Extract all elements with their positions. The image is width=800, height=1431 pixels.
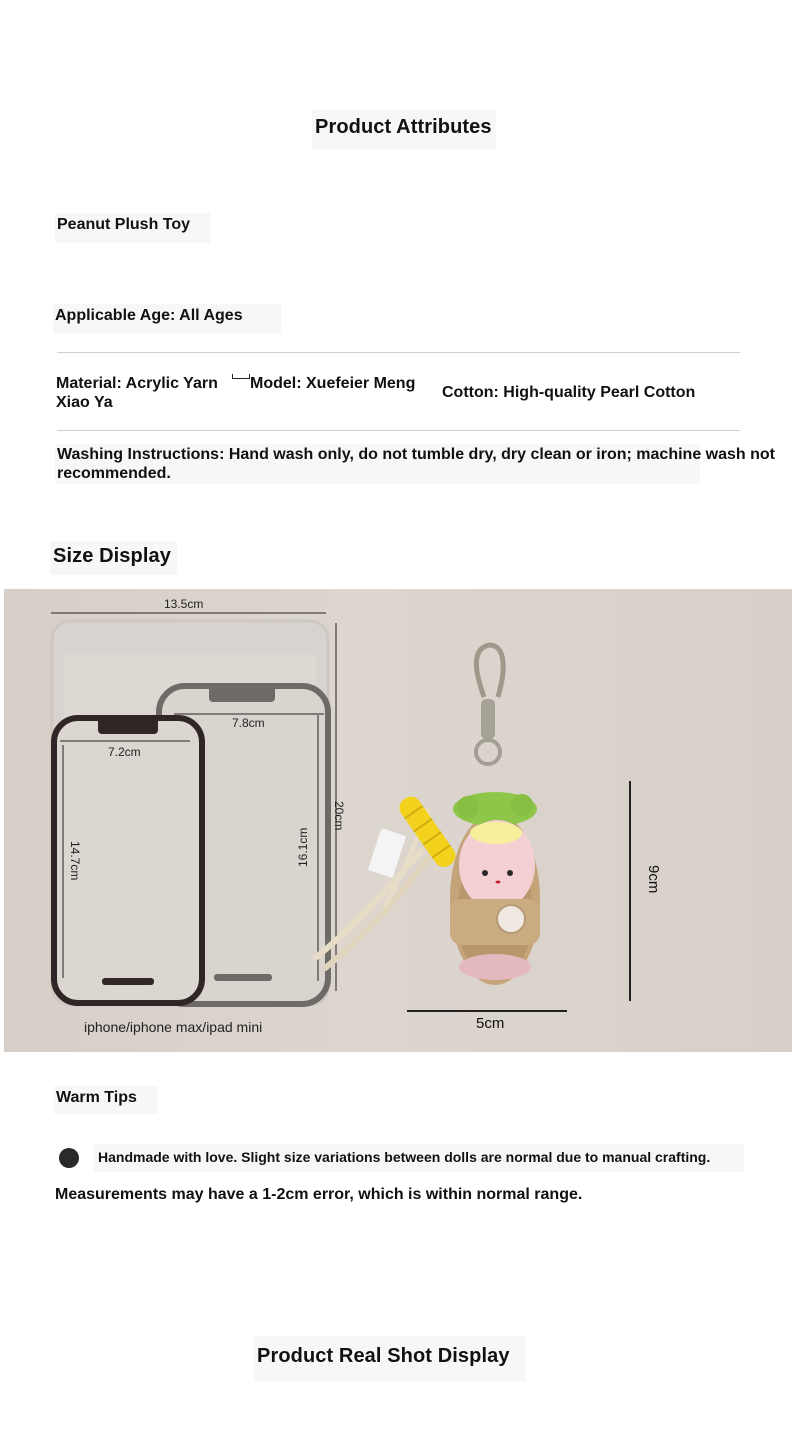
ipad-height-label: 20cm <box>332 801 346 831</box>
ipad-width-label: 13.5cm <box>164 597 204 611</box>
iphone-width-label: 7.2cm <box>108 745 141 759</box>
iphone-max-height-label: 16.1cm <box>296 827 310 867</box>
material-label: Material: Acrylic Yarn <box>56 375 218 392</box>
iphone-height-label: 14.7cm <box>68 841 82 881</box>
toy-height-label: 9cm <box>645 865 662 894</box>
divider-top <box>57 352 740 353</box>
toy-keychain <box>314 645 540 985</box>
washing-instructions: Washing Instructions: Hand wash only, do not tumble dry, dry clean or iron; machine wash not <box>57 446 775 463</box>
bullet-dot <box>59 1148 79 1168</box>
model-label-cont: Xiao Ya <box>56 394 113 411</box>
devices-caption: iphone/iphone max/ipad mini <box>84 1019 263 1035</box>
toy-width-label: 5cm <box>476 1015 505 1032</box>
page-title: Product Attributes <box>315 116 492 138</box>
applicable-age: Applicable Age: All Ages <box>55 307 243 324</box>
model-label: Model: Xuefeier Meng <box>250 375 416 392</box>
size-comparison-drawing <box>4 589 792 1052</box>
warm-tips-title: Warm Tips <box>56 1089 137 1106</box>
iphone-max-width-label: 7.8cm <box>232 716 265 730</box>
tip-line-2: Measurements may have a 1-2cm error, which is within normal range. <box>55 1186 583 1203</box>
bracket-mark <box>232 374 250 379</box>
tip-line-1: Handmade with love. Slight size variations between dolls are normal due to manual crafting. <box>98 1149 711 1165</box>
cotton-label: Cotton: High-quality Pearl Cotton <box>442 384 696 401</box>
product-name: Peanut Plush Toy <box>57 216 191 233</box>
washing-instructions-cont: recommended. <box>57 465 171 482</box>
size-display-title: Size Display <box>53 545 171 567</box>
divider-bottom <box>57 430 740 431</box>
size-comparison-image <box>4 589 792 1052</box>
real-shot-title: Product Real Shot Display <box>257 1345 510 1367</box>
